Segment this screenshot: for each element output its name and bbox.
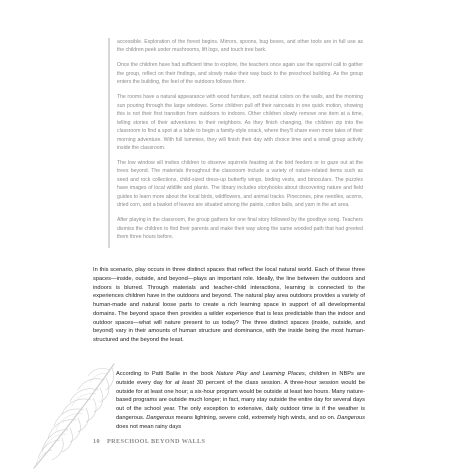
sidebar-paragraph: The low window sill invites children to observe squirrels feasting at the bird feeders or to gaze out at the trees beyond. The materials throughout the classroom include a variety of nature-related items such as seed and rock collections, child-sized dress-up butterfly wings, birding vests, and binoculars. The puzzles have images of local wildlife and plants. The library includes storybooks about discovering nature and field guides to learn more about the local birds, wildflowers, and animal tracks. Pinecones, pine needles, acorns, dried corn, and a basket of leaves are situated among the paints, cotton balls, and yarn in the art area. xyxy=(117,159,363,209)
text-run: 30 percent of the class session. A three-hour session would be outside for at least one hour; a six-hour program would be outside at least two hours. Many nature-based programs are outside much longer; in fact, many stay outside the entire day for several days out of the school year. The only exception to extensive, daily outdoor time is if the weather is dangerous. xyxy=(116,379,365,421)
book-title: Nature Play and Learning Places xyxy=(216,371,305,377)
running-title: PRESCHOOL BEYOND WALLS xyxy=(106,438,206,445)
body-paragraph: In this scenario, play occurs in three distinct spaces that reflect the local natural world. Each of these three spaces—inside, outside, and beyond—plays an important role. Ideally, the line between the outdoors and indoors is blurred. Through materials and teacher-child interactions, learning is connected to the experiences children have in the outdoors and beyond. The natural play area outdoors provides a variety of human-made and natural loose parts to create a rich learning space in support of all developmental domains. The beyond space then provides a wilder experience that is less predictable than the indoor and outdoor spaces—what will nature present to us today? The three distinct spaces (inside, outside, and beyond) vary in their amounts of human structure and dominance, with the inside being the most human-structured and the beyond the least. xyxy=(93,267,365,343)
body-paragraph-quote xyxy=(116,370,365,431)
page-footer xyxy=(93,438,205,445)
page-number: 10 xyxy=(93,438,100,445)
text-run: , children in NBPs are outside every day for xyxy=(116,371,365,386)
text-run: does not mean rainy days xyxy=(116,423,182,430)
emphasis: Dangerous xyxy=(337,414,365,421)
emphasis: Dangerous xyxy=(146,414,175,421)
feather-icon xyxy=(30,358,120,470)
scenario-sidebar xyxy=(108,38,363,248)
sidebar-paragraph: The rooms have a natural appearance with wood furniture, soft neutral colors on the walls, and the morning sun pouring through the large windows. Some children pull off their raincoats in one quick motion, showing this is not their first transition from outdoors to indoors. Other children slowly remove one item at a time, telling stories of their adventures to their neighbors. As they finish changing, the children zip into the classroom to find a spot at a table to begin a family-style snack, where they'll share even more tales of their morning adventure. With full tummies, they will finish their day with choice time and a small group activity inside the classroom. xyxy=(117,94,363,151)
emphasis: at least xyxy=(174,379,195,386)
sidebar-paragraph: accessible. Exploration of the forest begins. Mirrors, spoons, bug boxes, and other tools are in full use as the children peek under mushrooms, lift logs, and touch tree bark. xyxy=(117,39,363,54)
text-run: means lightning, severe cold, extremely high winds, and so on. xyxy=(174,414,338,421)
sidebar-paragraph: Once the children have had sufficient time to explore, the teachers once again use the squirrel call to gather the group, reflect on their findings, and slowly make their way back to the preschool building. As the group enters the building, the feel of the outdoors follows them. xyxy=(117,62,363,86)
sidebar-paragraph: After playing in the classroom, the group gathers for one final story followed by the goodbye song. Teachers dismiss the children to find their parents and make their way along the same wooded path that had greeted them three hours before. xyxy=(117,217,363,241)
text-run: According to Patti Bailie in the book xyxy=(116,371,217,377)
